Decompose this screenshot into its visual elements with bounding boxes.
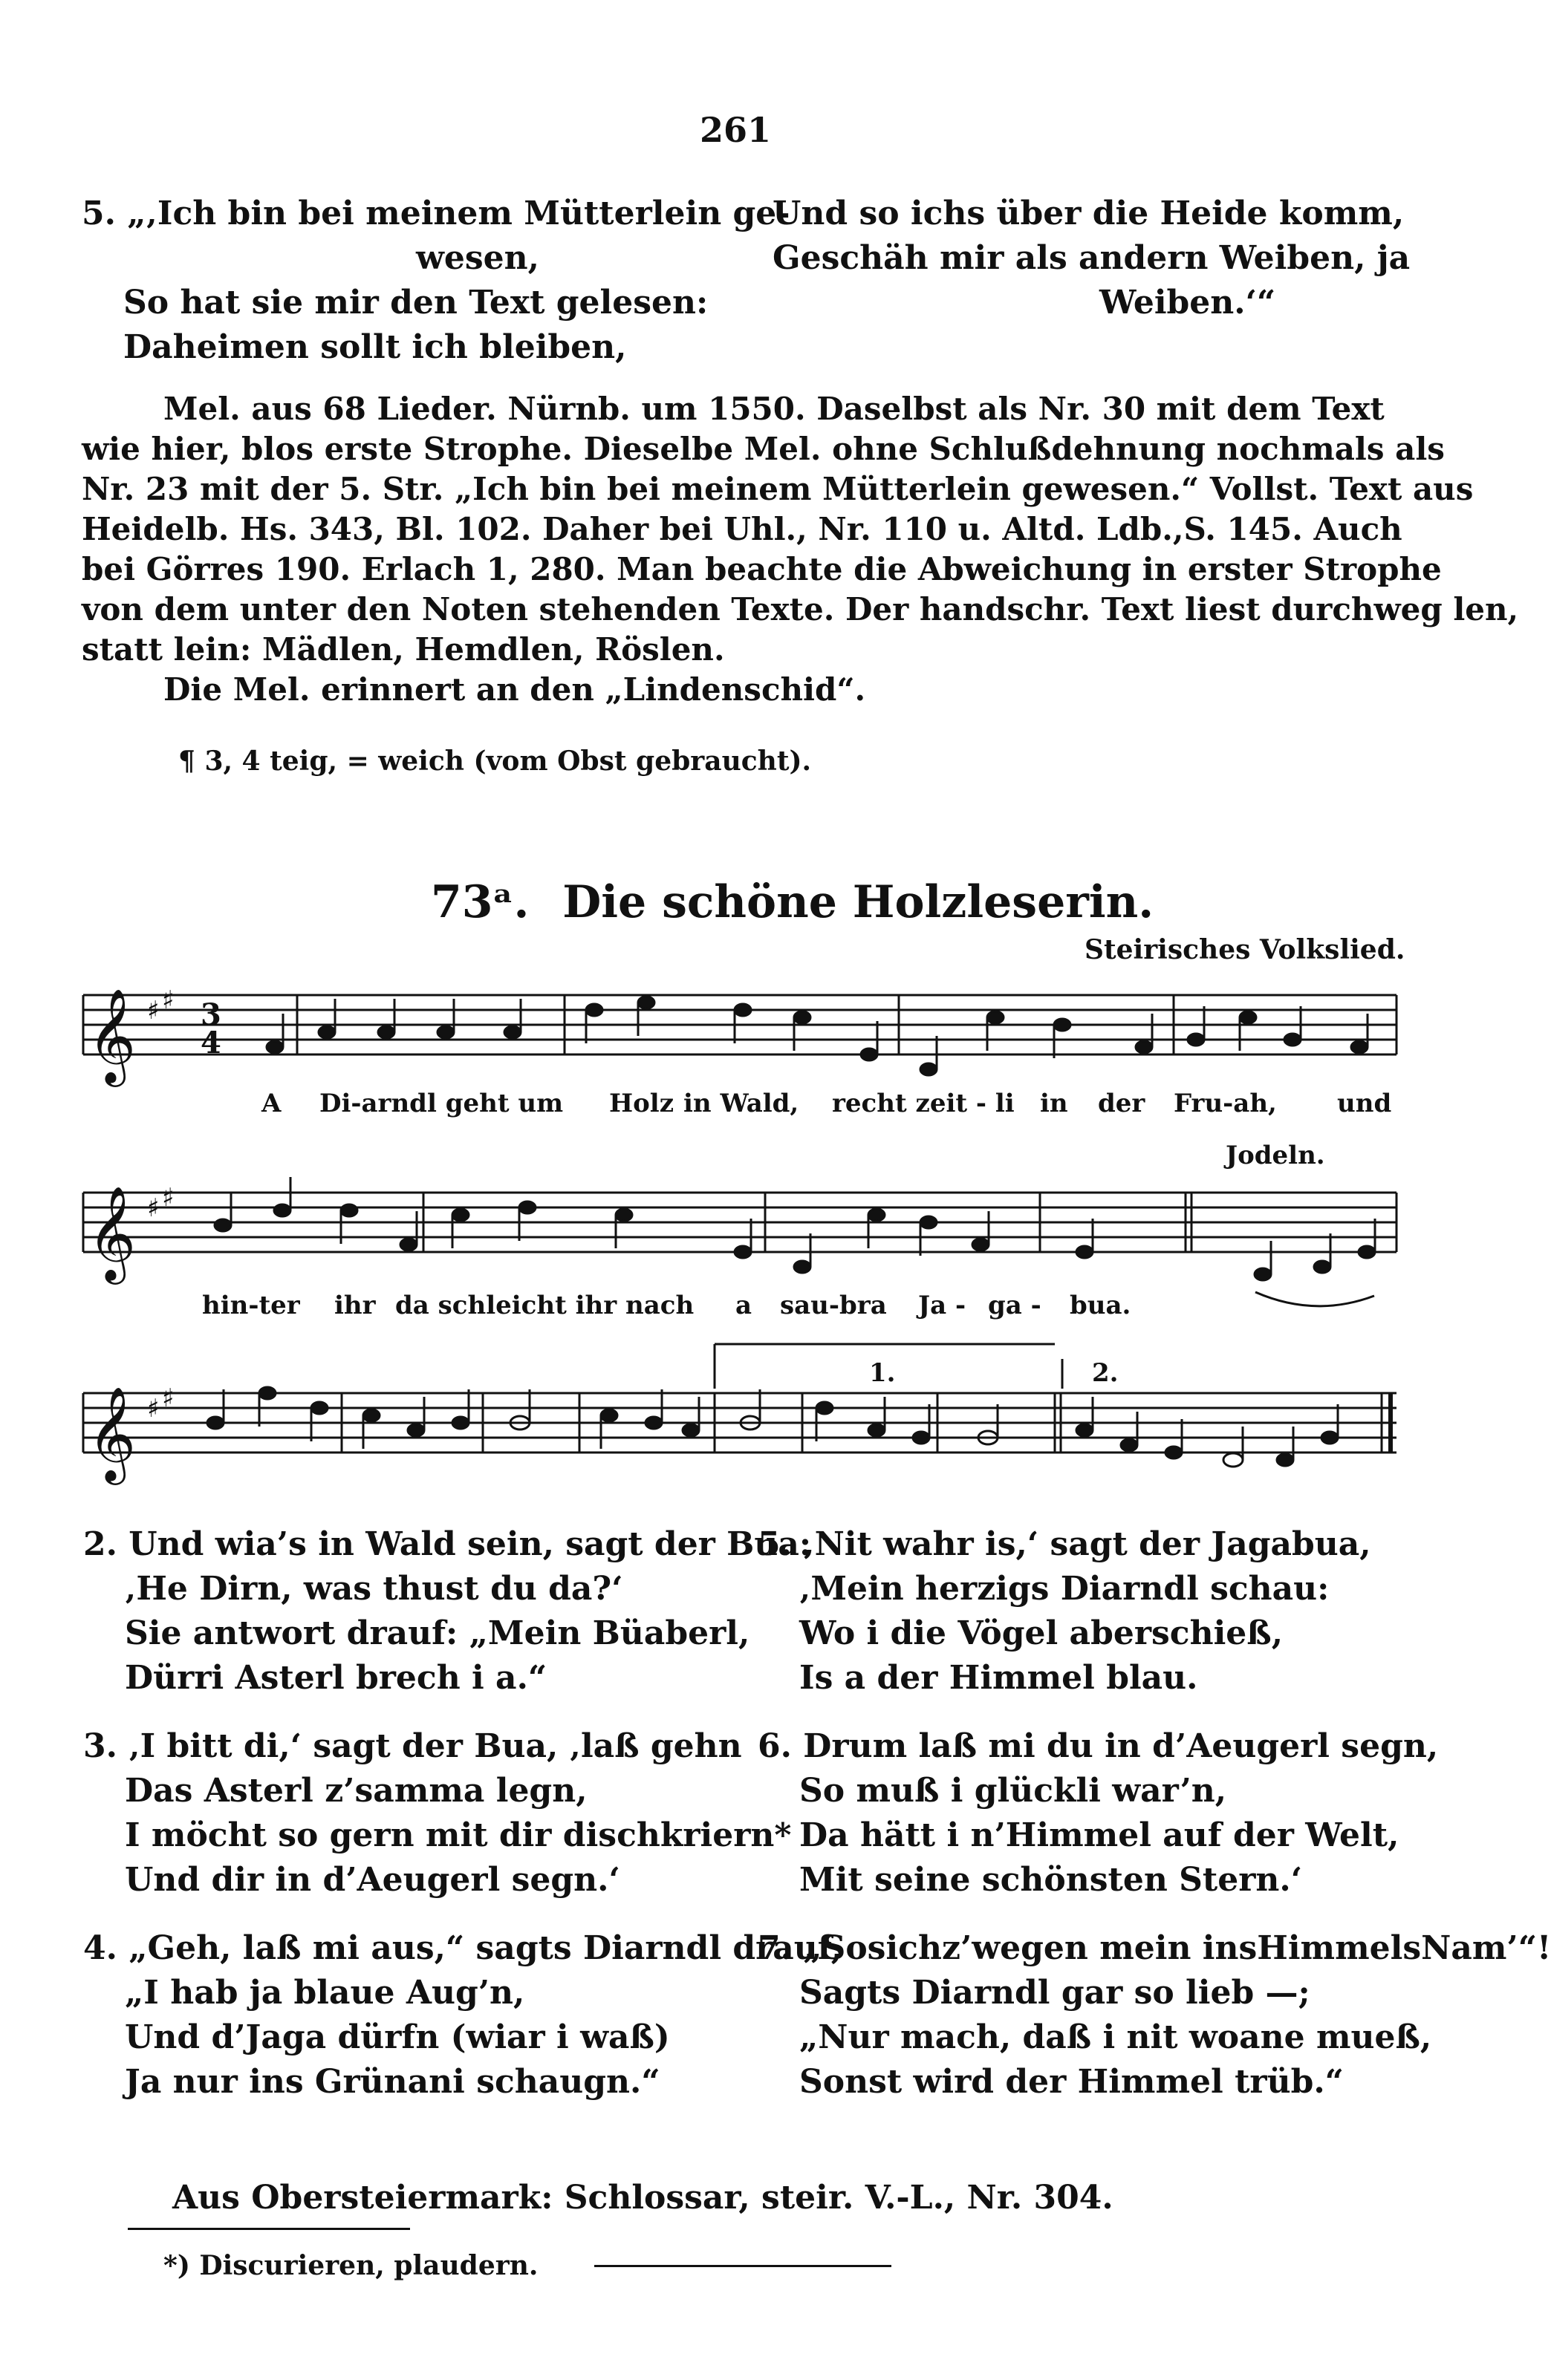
verse-line: Sagts Diarndl gar so lieb —;	[799, 1974, 1310, 2012]
svg-text:♯: ♯	[162, 985, 175, 1015]
notes-line: wie hier, blos erste Strophe. Dieselbe Mel. ohne Schlußdehnung nochmals als	[82, 431, 1445, 467]
verse-line: So hat sie mir den Text gelesen:	[123, 284, 709, 322]
verse-line: Geschäh mir als andern Weiben, ja	[773, 239, 1411, 277]
verse-line: Das Asterl z’samma legn,	[125, 1772, 588, 1810]
volta-labels	[869, 1358, 1119, 1388]
svg-text:♯: ♯	[147, 1193, 160, 1223]
page-number: 261	[699, 110, 772, 150]
notes-line: Nr. 23 mit der 5. Str. „Ich bin bei meinem Mütterlein gewesen.“ Vollst. Text aus	[82, 471, 1474, 507]
lyric-syllable: da schleicht ihr nach	[395, 1291, 695, 1320]
lyric-syllable: recht zeit - li	[832, 1089, 1015, 1118]
svg-text:♯: ♯	[162, 1183, 175, 1213]
lyric-syllable: Fru-ah,	[1174, 1089, 1277, 1118]
verse-line: 5. „‚Ich bin bei meinem Mütterlein ge-	[82, 195, 790, 232]
svg-text:𝄞: 𝄞	[88, 988, 137, 1083]
notes-line: von dem unter den Noten stehenden Texte. Der handschr. Text liest durchweg len,	[82, 591, 1519, 627]
verse-line: Da hätt i n’Himmel auf der Welt,	[799, 1816, 1399, 1854]
lyric-syllable: ga -	[988, 1291, 1041, 1320]
lyric-syllable: und	[1337, 1089, 1392, 1118]
verses-left	[83, 1522, 842, 2104]
lyric-syllable: sau-bra	[780, 1291, 887, 1320]
notes-reminder: Die Mel. erinnert an den „Lindenschid“.	[163, 671, 866, 708]
source-citation: Aus Obersteiermark: Schlossar, steir. V.-L., Nr. 304.	[172, 2179, 1113, 2217]
volta-2-label: 2.	[1092, 1358, 1119, 1388]
notes-line: bei Görres 190. Erlach 1, 280. Man beachte die Abweichung in erster Strophe	[82, 551, 1442, 587]
staff-2-notes	[88, 1177, 1375, 1306]
verse-line: Mit seine schönsten Stern.‘	[799, 1861, 1303, 1899]
verse-line: Sonst wird der Himmel trüb.“	[799, 2063, 1344, 2101]
verse-line: 5. ‚Nit wahr is,‘ sagt der Jagabua,	[758, 1525, 1371, 1563]
gloss-note: ¶ 3, 4 teig, = weich (vom Obst gebraucht).	[178, 746, 812, 777]
verse-line: ‚Mein herzigs Diarndl schau:	[799, 1570, 1330, 1608]
verse-line: Daheimen sollt ich bleiben,	[123, 328, 627, 366]
lyric-syllable: Ja -	[918, 1291, 966, 1320]
verse-line: 2. Und wia’s in Wald sein, sagt der Bua:	[83, 1525, 812, 1563]
lyric-syllable: a	[735, 1291, 752, 1320]
verse-line: Sie antwort drauf: „Mein Büaberl,	[125, 1614, 750, 1652]
staff-1-notes	[88, 985, 1368, 1087]
verse-line: Ja nur ins Grünani schaugn.“	[125, 2063, 660, 2101]
lyric-syllable: in	[1040, 1089, 1068, 1118]
song-number: 73ᵃ.	[431, 876, 530, 928]
lyric-syllable: ihr	[334, 1291, 376, 1320]
verse-line: Und d’Jaga dürfn (wiar i waß)	[125, 2018, 670, 2056]
svg-text:♯: ♯	[147, 996, 160, 1026]
notes-line: Mel. aus 68 Lieder. Nürnb. um 1550. Daselbst als Nr. 30 mit dem Text	[163, 391, 1385, 427]
verse-line: I möcht so gern mit dir dischkriern*	[125, 1816, 792, 1854]
lyric-syllable: hin-ter	[202, 1291, 300, 1320]
song-title: Die schöne Holzleserin.	[562, 876, 1154, 928]
verse-line: So muß i glückli war’n,	[799, 1772, 1227, 1810]
verses-right	[758, 1522, 1551, 2104]
svg-text:𝄞: 𝄞	[88, 1185, 137, 1280]
notes-line: statt lein: Mädlen, Hemdlen, Röslen.	[82, 631, 725, 668]
bottom-rule	[594, 2265, 891, 2267]
time-sig-top: 3	[201, 997, 221, 1032]
staff-3-notes	[88, 1383, 1338, 1485]
verse-line: Weiben.‘“	[1099, 284, 1276, 322]
notes-line: Heidelb. Hs. 343, Bl. 102. Daher bei Uhl., Nr. 110 u. Altd. Ldb.,S. 145. Auch	[82, 511, 1402, 547]
verse-line: wesen,	[416, 239, 539, 277]
verse-line: Und dir in d’Aeugerl segn.‘	[125, 1861, 620, 1899]
lyric-syllable: der	[1098, 1089, 1145, 1118]
song-subtitle: Steirisches Volkslied.	[1085, 934, 1405, 965]
svg-text:♯: ♯	[147, 1394, 160, 1424]
jodel-label: Jodeln.	[1226, 1141, 1325, 1170]
verse-line: Is a der Himmel blau.	[799, 1659, 1198, 1697]
lyric-syllable: A	[261, 1089, 282, 1118]
verse-line: 6. Drum laß mi du in d’Aeugerl segn,	[758, 1727, 1439, 1765]
staff-2	[83, 1193, 1396, 1252]
footnote: *) Discurieren, plaudern.	[163, 2250, 539, 2281]
verse-line: 7. „Sosichz’wegen mein insHimmelsNam’“!	[758, 1929, 1551, 1967]
verse-line: Wo i die Vögel aberschieß,	[799, 1614, 1284, 1652]
verse-line: ‚He Dirn, was thust du da?‘	[125, 1570, 623, 1608]
svg-text:𝄞: 𝄞	[88, 1386, 137, 1481]
verse-line: Und so ichs über die Heide komm,	[773, 195, 1405, 232]
lyric-syllable: Holz	[609, 1089, 674, 1118]
lyric-syllable: bua.	[1070, 1291, 1131, 1320]
verse-line: 3. ‚I bitt di,‘ sagt der Bua, ‚laß gehn	[83, 1727, 742, 1765]
lyric-syllable: Di-arndl geht um	[319, 1089, 564, 1118]
verse-line: „Nur mach, daß i nit woane mueß,	[799, 2018, 1432, 2056]
footnote-divider	[128, 2228, 410, 2230]
verse-line: Dürri Asterl brech i a.“	[125, 1659, 547, 1697]
volta-1-label: 1.	[869, 1358, 896, 1388]
lyric-syllable: in Wald,	[683, 1089, 799, 1118]
svg-text:♯: ♯	[162, 1383, 175, 1413]
verse-line: „I hab ja blaue Aug’n,	[125, 1974, 525, 2012]
verse-line: 4. „Geh, laß mi aus,“ sagts Diarndl drauf,	[83, 1929, 843, 1967]
time-sig-bottom: 4	[201, 1026, 221, 1060]
